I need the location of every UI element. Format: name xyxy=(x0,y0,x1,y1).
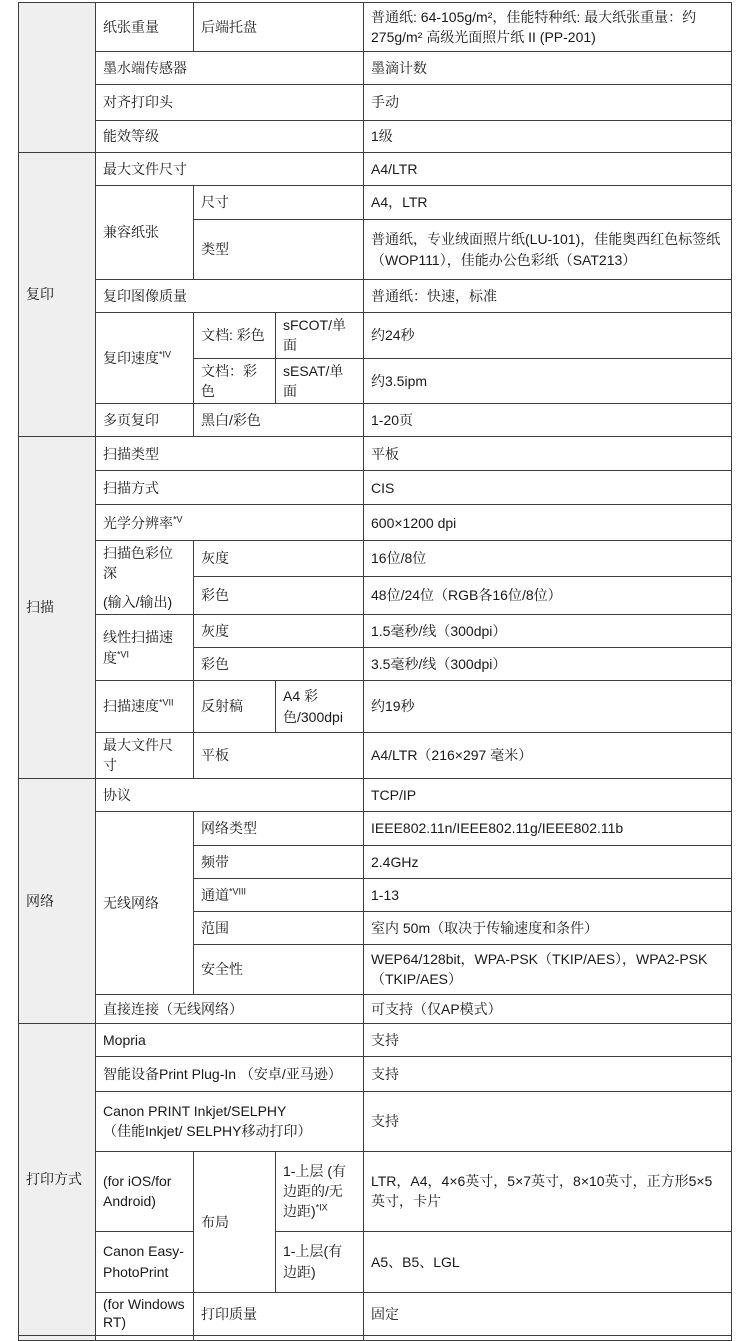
spec-label: 墨水端传感器 xyxy=(96,52,364,85)
footnote-marker: *IV xyxy=(159,349,172,360)
section-label xyxy=(19,3,96,153)
spec-label: 复印图像质量 xyxy=(96,280,364,313)
spec-value: 室内 50m（取决于传输速度和条件） xyxy=(364,911,732,944)
spec-sublabel: 灰度 xyxy=(194,615,364,648)
spec-value: A4/LTR xyxy=(364,153,732,186)
spec-sublabel: 打印质量 xyxy=(194,1292,364,1335)
spec-value: CIS xyxy=(364,471,732,505)
spec-value: 平板 xyxy=(364,437,732,471)
spec-value: A4，LTR xyxy=(364,186,732,220)
spec-label xyxy=(96,1335,194,1340)
spec-value: 600×1200 dpi xyxy=(364,505,732,541)
section-label: 扫描 xyxy=(19,437,96,778)
spec-sublabel xyxy=(194,878,364,911)
spec-label-text: 1-上层 (有边距的/无边距) xyxy=(283,1162,346,1220)
spec-value: 1级 xyxy=(364,121,732,153)
spec-sublabel: 安全性 xyxy=(194,944,364,994)
section-label: 打印方式 xyxy=(19,1023,96,1335)
spec-sublabel: 平板 xyxy=(194,733,364,779)
spec-label xyxy=(96,313,194,404)
spec-sublabel: 文档：彩色 xyxy=(194,358,276,404)
spec-sublabel: 彩色 xyxy=(194,648,364,681)
spec-label: 协议 xyxy=(96,778,364,811)
spec-subsublabel: 1-上层(有边距) xyxy=(276,1231,364,1292)
spec-label-text: （佳能Inkjet/ SELPHY移动打印） xyxy=(103,1123,312,1140)
spec-value: 2.4GHz xyxy=(364,845,732,878)
spec-value: 普通纸，专业绒面照片纸(LU-101)，佳能奥西红色标签纸（WOP111），佳能办公色彩纸（SAT213） xyxy=(364,220,732,280)
spec-value: 48位/24位（RGB各16位/8位） xyxy=(364,577,732,615)
spec-label: 最大文件尺寸 xyxy=(96,733,194,779)
spec-label-text: 线性扫描速度 xyxy=(103,629,173,666)
printer-spec-table xyxy=(18,2,732,1341)
spec-sublabel: 反射稿 xyxy=(194,681,276,733)
spec-value: 16位/8位 xyxy=(364,541,732,577)
spec-sublabel: 尺寸 xyxy=(194,186,364,220)
spec-value: TCP/IP xyxy=(364,778,732,811)
spec-sublabel: 类型 xyxy=(194,220,364,280)
spec-label: 扫描方式 xyxy=(96,471,364,505)
spec-label-text: 扫描色彩位深 xyxy=(103,545,173,582)
footnote-marker: *VIII xyxy=(229,885,247,896)
spec-value: 1-13 xyxy=(364,878,732,911)
spec-sublabel: 灰度 xyxy=(194,541,364,577)
spec-sublabel: 后端托盘 xyxy=(194,3,364,52)
spec-value: WEP64/128bit，WPA-PSK（TKIP/AES），WPA2-PSK（TKIP/AES） xyxy=(364,944,732,994)
footnote-marker: *VI xyxy=(117,648,130,659)
spec-label: 对齐打印头 xyxy=(96,85,364,121)
spec-label xyxy=(96,681,194,733)
spec-value: 固定 xyxy=(364,1292,732,1335)
section-label: 复印 xyxy=(19,153,96,437)
spec-subsublabel: sESAT/单面 xyxy=(276,358,364,404)
spec-value: LTR，A4，4×6英寸，5×7英寸，8×10英寸，正方形5×5英寸，卡片 xyxy=(364,1151,732,1231)
spec-label: 智能设备Print Plug-In （安卓/亚马逊） xyxy=(96,1056,364,1091)
spec-label xyxy=(96,1091,364,1151)
spec-value: 支持 xyxy=(364,1023,732,1056)
spec-sublabel: 文档: 彩色 xyxy=(194,313,276,359)
spec-sublabel: 频带 xyxy=(194,845,364,878)
spec-value: 手动 xyxy=(364,85,732,121)
spec-label: Canon Easy-PhotoPrint xyxy=(96,1231,194,1292)
spec-value: 1-20页 xyxy=(364,404,732,437)
footnote-marker: *VII xyxy=(159,697,174,708)
spec-value: A4/LTR（216×297 毫米） xyxy=(364,733,732,779)
spec-sublabel: 黑白/彩色 xyxy=(194,404,364,437)
spec-subsublabel: sFCOT/单面 xyxy=(276,313,364,359)
spec-label-text: (输入/输出) xyxy=(103,593,173,610)
spec-value: 约24秒 xyxy=(364,313,732,359)
section-label: 网络 xyxy=(19,778,96,1023)
spec-label: 扫描类型 xyxy=(96,437,364,471)
spec-label xyxy=(96,505,364,541)
spec-sublabel: 布局 xyxy=(194,1151,276,1292)
spec-value: 约19秒 xyxy=(364,681,732,733)
spec-value: 墨滴计数 xyxy=(364,52,732,85)
spec-value: 可支持（仅AP模式） xyxy=(364,994,732,1023)
spec-sublabel xyxy=(194,1335,364,1340)
footnote-marker: *V xyxy=(173,513,183,524)
spec-value: A5、B5、LGL xyxy=(364,1231,732,1292)
spec-value: IEEE802.11n/IEEE802.11g/IEEE802.11b xyxy=(364,811,732,845)
spec-label-text: 通道 xyxy=(201,886,229,903)
spec-value: 支持 xyxy=(364,1056,732,1091)
spec-label: 无线网络 xyxy=(96,811,194,994)
spec-label-text: 光学分辨率 xyxy=(103,514,173,531)
spec-sublabel: 网络类型 xyxy=(194,811,364,845)
spec-sublabel: 彩色 xyxy=(194,577,364,615)
spec-value: 支持 xyxy=(364,1091,732,1151)
spec-value: 约3.5ipm xyxy=(364,358,732,404)
spec-label: 能效等级 xyxy=(96,121,364,153)
spec-label-text: Canon PRINT Inkjet/SELPHY xyxy=(103,1102,287,1119)
spec-subsublabel: A4 彩色/300dpi xyxy=(276,681,364,733)
section-label xyxy=(19,1335,96,1340)
spec-label xyxy=(96,615,194,681)
spec-label: 直接连接（无线网络） xyxy=(96,994,364,1023)
spec-table-container xyxy=(18,2,732,1341)
footnote-marker: *IX xyxy=(315,1202,328,1213)
spec-label-text: 复印速度 xyxy=(103,349,159,366)
spec-subsublabel xyxy=(276,1151,364,1231)
spec-label xyxy=(96,541,194,615)
spec-label: 纸张重量 xyxy=(96,3,194,52)
spec-label: 多页复印 xyxy=(96,404,194,437)
spec-label: 最大文件尺寸 xyxy=(96,153,364,186)
spec-label: 兼容纸张 xyxy=(96,186,194,280)
spec-value: 1.5毫秒/线（300dpi） xyxy=(364,615,732,648)
spec-label: Mopria xyxy=(96,1023,364,1056)
spec-label-text: 扫描速度 xyxy=(103,698,159,715)
spec-label: (for iOS/for Android) xyxy=(96,1151,194,1231)
spec-value: 普通纸：快速，标准 xyxy=(364,280,732,313)
spec-sublabel: 范围 xyxy=(194,911,364,944)
spec-label: (for Windows RT) xyxy=(96,1292,194,1335)
spec-value xyxy=(364,1335,732,1340)
spec-value: 3.5毫秒/线（300dpi） xyxy=(364,648,732,681)
spec-value: 普通纸: 64-105g/m²，佳能特种纸: 最大纸张重量：约275g/m² 高级光面照片纸 II (PP-201) xyxy=(364,3,732,52)
